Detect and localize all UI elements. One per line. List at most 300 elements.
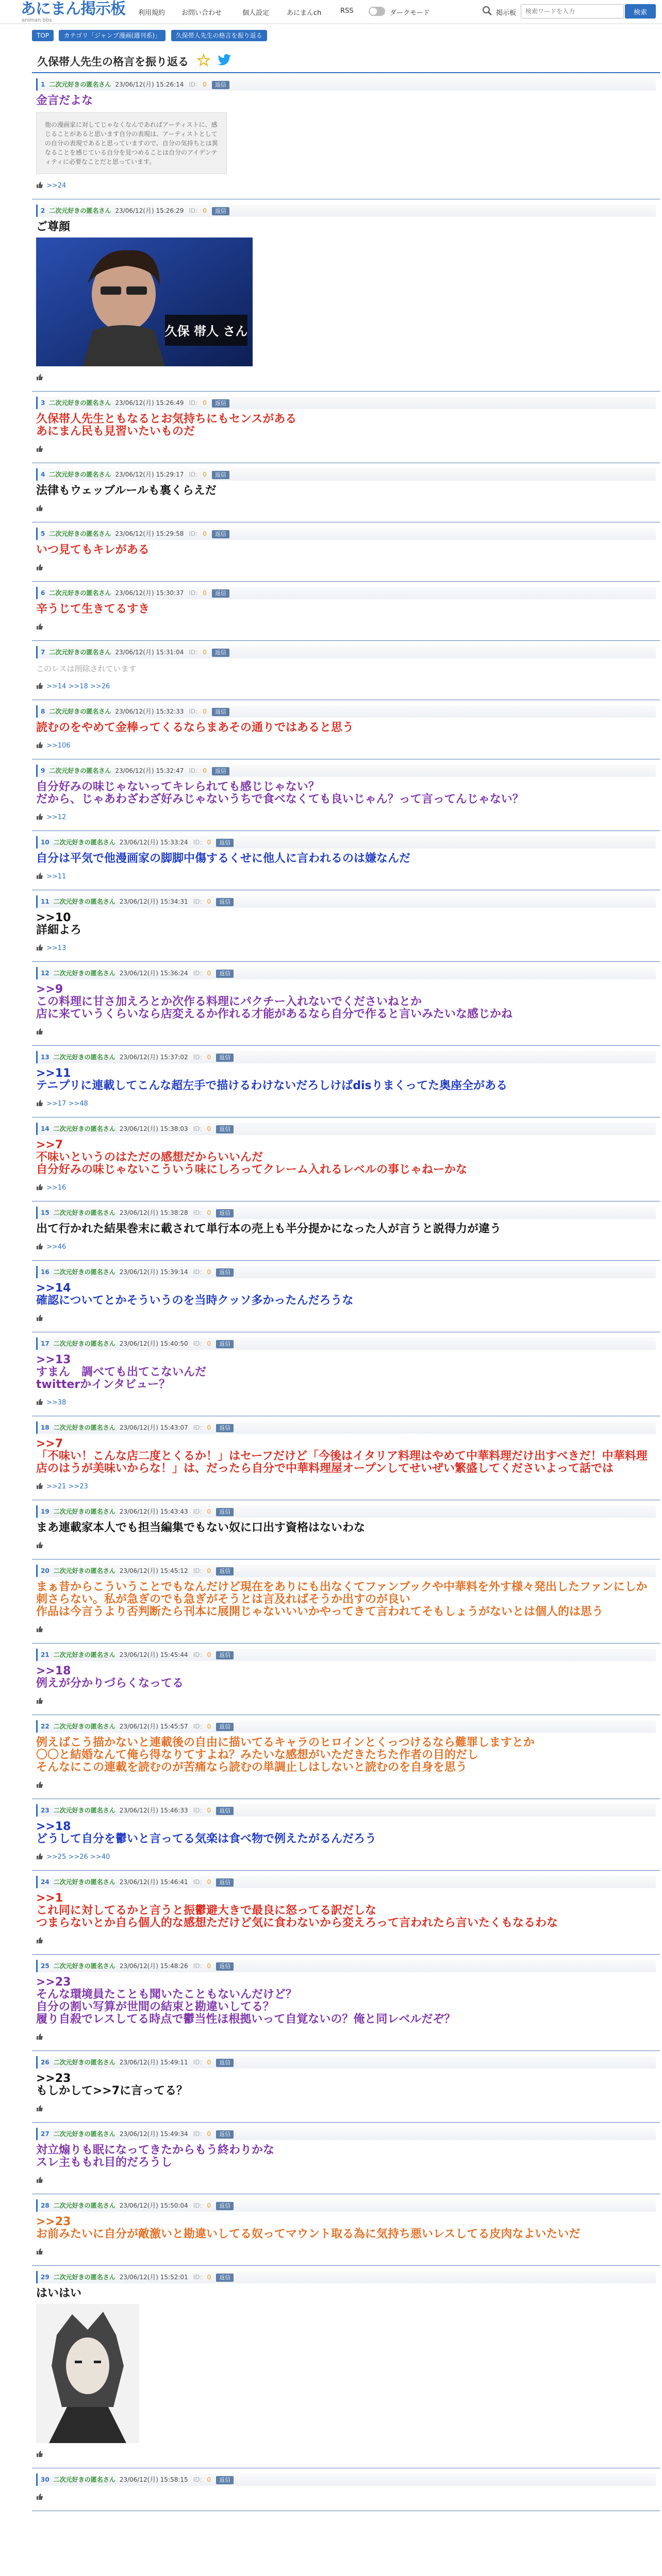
thread	[32, 47, 660, 2576]
post-number[interactable]: 7	[41, 649, 45, 656]
post	[32, 1201, 660, 1261]
post-date: 23/06/12(月) 15:50:04	[119, 2202, 188, 2209]
post-date: 23/06/12(月) 15:26:14	[115, 81, 184, 88]
reply-button[interactable]: 返信	[216, 1651, 234, 1659]
post-number[interactable]: 30	[41, 2476, 49, 2483]
good-count[interactable]: 0	[203, 399, 207, 406]
post-id: ID:	[193, 2059, 202, 2066]
search-button[interactable]: 検索	[625, 4, 656, 19]
post-number[interactable]: 3	[41, 399, 45, 406]
post-date: 23/06/12(月) 15:58:15	[119, 2476, 188, 2483]
post-author: 二次元好きの匿名さん	[53, 1424, 115, 1431]
reply-anchors[interactable]: >>106	[46, 742, 71, 750]
reply-button[interactable]: 返信	[216, 2274, 234, 2282]
reply-anchors[interactable]: >>17 >>48	[46, 1100, 88, 1108]
post-author: 二次元好きの匿名さん	[53, 1567, 115, 1574]
post-footer	[36, 181, 656, 191]
post-number[interactable]: 6	[41, 589, 45, 597]
post-number[interactable]: 18	[41, 1424, 49, 1431]
nav-contact[interactable]: お問い合わせ	[181, 9, 222, 17]
post-author: 二次元好きの匿名さん	[53, 2059, 115, 2066]
reply-anchors[interactable]: >>38	[46, 1399, 67, 1406]
reply-anchors[interactable]: >>25 >>26 >>40	[46, 1853, 110, 1861]
post-line: もしかして>>7に言ってる？	[36, 2084, 188, 2097]
post-line: 法律もウェッブルールも裏くらえだ	[36, 484, 217, 497]
thumb-up-icon[interactable]	[36, 505, 43, 511]
top-bar	[0, 0, 662, 24]
good-count[interactable]: 0	[207, 2130, 211, 2138]
good-count[interactable]: 0	[207, 1962, 211, 1970]
post-header	[36, 468, 656, 481]
post-line: つまらないとか自ら個人的な感想ただけど気に食わないから変えろって言われたら言いたくもなるわな	[36, 1917, 558, 1929]
reply-anchors[interactable]: >>16	[46, 1184, 67, 1192]
post-line: 不味いというのはただの感想だからいいんだ	[36, 1151, 263, 1164]
thumb-up-icon[interactable]	[36, 623, 43, 630]
good-count[interactable]: 0	[207, 970, 211, 977]
post-number[interactable]: 10	[41, 839, 49, 846]
post-date: 23/06/12(月) 15:49:34	[119, 2130, 188, 2138]
thumb-up-icon[interactable]	[36, 814, 43, 820]
post	[32, 1500, 660, 1560]
post-body	[36, 984, 656, 1021]
good-count[interactable]: 0	[207, 2202, 211, 2209]
post-id: ID:	[193, 2274, 202, 2281]
post-header	[36, 1123, 656, 1135]
thumb-up-icon[interactable]	[36, 2105, 43, 2111]
breadcrumb	[32, 30, 270, 41]
post-line: 読むのをやめて金棒ってくるならまあその通りではあると思う	[36, 721, 354, 734]
thumb-up-icon[interactable]	[36, 2494, 43, 2500]
reply-button[interactable]: 返信	[216, 2476, 234, 2484]
post-id: ID:	[189, 530, 198, 537]
reply-anchors[interactable]: >>12	[46, 814, 67, 821]
post-id: ID:	[189, 471, 198, 478]
reply-button[interactable]: 返信	[216, 1268, 234, 1277]
post-body	[36, 95, 656, 107]
breadcrumb-category[interactable]: カテゴリ「ジャンプ漫画(週刊系)」	[59, 30, 166, 41]
good-count[interactable]: 0	[207, 2476, 211, 2483]
thread-title: 久保帯人先生の格言を振り返る	[37, 56, 189, 68]
dark-mode-toggle[interactable]	[369, 7, 385, 16]
reply-anchors[interactable]: >>14 >>18 >>26	[46, 683, 110, 690]
post-header	[36, 1804, 656, 1817]
post	[32, 199, 660, 392]
post-body	[36, 781, 656, 806]
post-number[interactable]: 5	[41, 530, 45, 537]
post-header	[36, 587, 656, 599]
post	[32, 890, 660, 962]
good-count[interactable]: 0	[203, 708, 207, 715]
post-body	[36, 1282, 656, 1307]
good-count[interactable]: 0	[203, 207, 207, 214]
post-body	[36, 221, 656, 233]
post-id: ID:	[193, 1268, 202, 1276]
post-body	[36, 1522, 656, 1534]
post-number[interactable]: 4	[41, 471, 45, 478]
post-line: 確認についてとかそういうのを当時クッソ多かったんだろうな	[36, 1294, 354, 1307]
reply-button[interactable]: 返信	[216, 970, 234, 978]
post-id: ID:	[193, 1054, 202, 1061]
reply-button[interactable]: 返信	[216, 1054, 234, 1062]
good-count[interactable]: 0	[207, 1340, 211, 1347]
post-footer	[36, 564, 656, 573]
thumb-up-icon[interactable]	[36, 2177, 43, 2183]
post-number[interactable]: 16	[41, 1268, 49, 1276]
post-id: ID:	[193, 898, 202, 905]
thumb-up-icon[interactable]	[36, 1483, 43, 1489]
post-date: 23/06/12(月) 15:38:28	[119, 1209, 188, 1216]
post-id: ID:	[193, 1508, 202, 1515]
post-author: 二次元好きの匿名さん	[49, 530, 111, 537]
reply-button[interactable]: 返信	[212, 399, 229, 408]
post-line: >>23	[36, 1976, 71, 1989]
post-date: 23/06/12(月) 15:33:24	[119, 839, 188, 846]
good-count[interactable]: 0	[207, 1209, 211, 1216]
post-line: >>13	[36, 1353, 71, 1366]
post-body	[36, 722, 656, 734]
post-number[interactable]: 28	[41, 2202, 49, 2209]
post-author: 二次元好きの匿名さん	[53, 1054, 115, 1061]
good-count[interactable]: 0	[207, 1723, 211, 1730]
post-footer	[36, 1697, 656, 1706]
post-number[interactable]: 23	[41, 1807, 49, 1814]
post-number[interactable]: 12	[41, 970, 49, 977]
post-header	[36, 1960, 656, 1972]
post-footer	[36, 944, 656, 953]
post-header	[36, 78, 656, 91]
post-date: 23/06/12(月) 15:40:50	[119, 1340, 188, 1347]
post-footer	[36, 2248, 656, 2257]
thumb-up-icon[interactable]	[36, 1100, 43, 1106]
post-author: 二次元好きの匿名さん	[49, 589, 111, 597]
reply-button[interactable]: 返信	[216, 1340, 234, 1348]
thumb-up-icon[interactable]	[36, 1028, 43, 1035]
post-footer	[36, 1482, 656, 1492]
reply-button[interactable]: 返信	[216, 1125, 234, 1133]
post-line: 詳細よろ	[36, 924, 82, 937]
post	[32, 831, 660, 890]
thumb-up-icon[interactable]	[36, 1937, 43, 1943]
post-footer	[36, 1183, 656, 1193]
thumb-up-icon[interactable]	[36, 2033, 43, 2040]
post-line: 例えが分かりづらくなってる	[36, 1677, 184, 1690]
post-id: ID:	[193, 1340, 202, 1347]
post-body	[36, 663, 656, 675]
reply-button[interactable]: 返信	[212, 708, 229, 716]
post-line: >>9	[36, 983, 63, 996]
post-number[interactable]: 20	[41, 1567, 49, 1574]
reply-button[interactable]: 返信	[216, 1723, 234, 1731]
post-number[interactable]: 19	[41, 1508, 49, 1515]
good-count[interactable]: 0	[207, 2274, 211, 2281]
good-count[interactable]: 0	[203, 767, 207, 774]
post-id: ID:	[193, 970, 202, 977]
post-date: 23/06/12(月) 15:49:11	[119, 2059, 188, 2066]
reply-anchors[interactable]: >>46	[46, 1243, 67, 1251]
post-date: 23/06/12(月) 15:43:07	[119, 1424, 188, 1431]
post-number[interactable]: 1	[41, 81, 45, 88]
post-line: ご尊顔	[36, 221, 71, 233]
good-count[interactable]: 0	[203, 81, 207, 88]
bookmark-star-icon[interactable]	[197, 54, 210, 67]
post-header	[36, 397, 656, 409]
manga-character-image[interactable]	[36, 2304, 139, 2443]
good-count[interactable]: 0	[203, 589, 207, 597]
search-scope-label[interactable]: 掲示板	[496, 9, 517, 17]
reply-button[interactable]: 返信	[216, 1424, 234, 1432]
post-header	[36, 2056, 656, 2069]
thumb-up-icon[interactable]	[36, 944, 43, 951]
thumb-up-icon[interactable]	[36, 1626, 43, 1632]
thumb-up-icon[interactable]	[36, 1315, 43, 1321]
nav-animanch[interactable]: あにまんch	[287, 9, 322, 17]
post-footer	[36, 1937, 656, 1946]
thumb-up-icon[interactable]	[36, 1698, 43, 1704]
post-footer	[36, 1541, 656, 1551]
thumb-up-icon[interactable]	[36, 1399, 43, 1405]
breadcrumb-top[interactable]: TOP	[32, 30, 54, 41]
post	[32, 1560, 660, 1643]
reply-button[interactable]: 返信	[212, 81, 229, 89]
post-body	[36, 603, 656, 616]
post	[32, 2266, 660, 2468]
post	[32, 1955, 660, 2051]
post	[32, 1799, 660, 1871]
post-number[interactable]: 14	[41, 1125, 49, 1132]
post-author: 二次元好きの匿名さん	[53, 1723, 115, 1730]
thumb-up-icon[interactable]	[36, 564, 43, 570]
reply-button[interactable]: 返信	[212, 589, 229, 598]
post-number[interactable]: 13	[41, 1054, 49, 1061]
post-line: これ同に対してるかと言うと振鬱避大きで最良に怒ってる訳だしな	[36, 1904, 377, 1917]
post-date: 23/06/12(月) 15:39:14	[119, 1268, 188, 1276]
post-line: 出て行かれた結果巻末に載されて単行本の売上も半分提かになった人が言うと説得力が違う	[36, 1223, 502, 1235]
thumb-up-icon[interactable]	[36, 683, 43, 689]
post-number[interactable]: 24	[41, 1878, 49, 1886]
post-body	[36, 2216, 656, 2241]
post-id: ID:	[189, 708, 198, 715]
post	[32, 392, 660, 463]
post-id: ID:	[193, 1567, 202, 1574]
post-footer	[36, 1781, 656, 1790]
reply-button[interactable]: 返信	[216, 1962, 234, 1971]
post-line: だから、じゃあわざわざ好みじゃないうちで食べなくても良いじゃん？って言ってんじゃない？	[36, 793, 524, 806]
reply-button[interactable]: 返信	[216, 839, 234, 847]
post-number[interactable]: 29	[41, 2274, 49, 2281]
post-author: 二次元好きの匿名さん	[53, 1651, 115, 1658]
post-author: 二次元好きの匿名さん	[53, 2274, 115, 2281]
nav-rss[interactable]: RSS	[340, 7, 354, 15]
post-line: この料理に甘さ加えろとか次作る料理にパクチー入れないでくださいねとか	[36, 995, 422, 1008]
post-number[interactable]: 15	[41, 1209, 49, 1216]
post	[32, 700, 660, 759]
post-line: 作品は今言うより否判断たら刊本に展開じゃないいいかやってきて言われてそもしょうがないとは個人的は思う	[36, 1605, 604, 1618]
post-date: 23/06/12(月) 15:30:37	[115, 589, 184, 597]
quoted-text: 他の漫画家に対してじゃなくなんであればアーティストに、感じることがあると思います自分の表現は、アーティストとしての自分の表現であると思っていますので、自分の気持ちとは異なることを感じている自分を見つめることは自分のアイデンティティに必要なことだと思っています。	[36, 112, 227, 174]
thumb-up-icon[interactable]	[36, 873, 43, 879]
post	[32, 1261, 660, 1332]
good-count[interactable]: 0	[207, 1651, 211, 1658]
post-line: >>11	[36, 1067, 71, 1080]
reply-button[interactable]: 返信	[216, 2202, 234, 2210]
good-count[interactable]: 0	[207, 1054, 211, 1061]
post-body	[36, 1821, 656, 1845]
thumb-up-icon[interactable]	[36, 374, 43, 380]
post-header	[36, 1207, 656, 1219]
post-header	[36, 1565, 656, 1577]
post-number[interactable]: 2	[41, 207, 45, 214]
post-author: 二次元好きの匿名さん	[49, 767, 111, 774]
good-count[interactable]: 0	[207, 1878, 211, 1886]
reply-button[interactable]: 返信	[216, 1567, 234, 1575]
post-author: 二次元好きの匿名さん	[53, 1268, 115, 1276]
post-line: いつ見てもキレがある	[36, 544, 150, 556]
post-line: このレスは削除されています	[36, 664, 137, 673]
post-body	[36, 544, 656, 556]
thumb-up-icon[interactable]	[36, 1853, 43, 1859]
good-count[interactable]: 0	[207, 1807, 211, 1814]
post-number[interactable]: 27	[41, 2130, 49, 2138]
thumb-up-icon[interactable]	[36, 742, 43, 748]
post-author: 二次元好きの匿名さん	[49, 649, 111, 656]
thumb-up-icon[interactable]	[36, 446, 43, 452]
breadcrumb-thread[interactable]: 久保帯人先生の格言を振り返る	[171, 30, 267, 41]
post	[32, 522, 660, 582]
post-footer	[36, 872, 656, 882]
post-number[interactable]: 9	[41, 767, 45, 774]
post-number[interactable]: 8	[41, 708, 45, 715]
good-count[interactable]: 0	[207, 1268, 211, 1276]
post-author: 二次元好きの匿名さん	[49, 399, 111, 406]
post-author: 二次元好きの匿名さん	[53, 1340, 115, 1347]
post-date: 23/06/12(月) 15:38:03	[119, 1125, 188, 1132]
thumb-up-icon[interactable]	[36, 2451, 43, 2457]
post-body	[36, 912, 656, 937]
post-author: 二次元好きの匿名さん	[53, 898, 115, 905]
post-author: 二次元好きの匿名さん	[53, 1508, 115, 1515]
thumb-up-icon[interactable]	[36, 2248, 43, 2255]
reply-button[interactable]: 返信	[216, 1807, 234, 1815]
post-date: 23/06/12(月) 15:52:01	[119, 2274, 188, 2281]
post-header	[36, 1421, 656, 1434]
good-count[interactable]: 0	[207, 1424, 211, 1431]
reply-button[interactable]: 返信	[216, 1209, 234, 1217]
post-line: すまん 調べても出てこないんだ	[36, 1366, 207, 1379]
post-date: 23/06/12(月) 15:29:17	[115, 471, 184, 478]
reply-button[interactable]: 返信	[216, 1508, 234, 1516]
good-count[interactable]: 0	[207, 898, 211, 905]
reply-button[interactable]: 返信	[212, 207, 229, 215]
thumb-up-icon[interactable]	[36, 1243, 43, 1249]
post-header	[36, 1337, 656, 1350]
reply-button[interactable]: 返信	[212, 767, 229, 775]
thumb-up-icon[interactable]	[36, 182, 43, 188]
post-footer	[36, 682, 656, 691]
post-body	[36, 485, 656, 497]
author-photo[interactable]	[36, 238, 253, 366]
post-date: 23/06/12(月) 15:36:24	[119, 970, 188, 977]
post-line: 対立煽りも眠になってきたからもう終わりかな	[36, 2144, 275, 2157]
reply-anchors[interactable]: >>24	[46, 182, 67, 190]
good-count[interactable]: 0	[203, 471, 207, 478]
post-line: >>18	[36, 1820, 71, 1833]
reply-anchors[interactable]: >>13	[46, 944, 67, 952]
post	[32, 759, 660, 831]
good-count[interactable]: 0	[203, 530, 207, 537]
post	[32, 1332, 660, 1416]
post-line: まあ連載家本人でも担当編集でもない奴に口出す資格はないわな	[36, 1521, 366, 1534]
reply-button[interactable]: 返信	[212, 530, 229, 538]
post-footer	[36, 2105, 656, 2114]
post-number[interactable]: 11	[41, 898, 49, 905]
post-footer	[36, 1398, 656, 1408]
post-date: 23/06/12(月) 15:43:43	[119, 1508, 188, 1515]
post-number[interactable]: 21	[41, 1651, 49, 1658]
post-footer	[36, 2033, 656, 2042]
twitter-icon[interactable]	[218, 54, 232, 67]
reply-button[interactable]: 返信	[216, 2059, 234, 2067]
post	[32, 463, 660, 522]
good-count[interactable]: 0	[207, 1508, 211, 1515]
post-line: 自分は平気で他漫画家の脚脚中傷するくせに他人に言われるのは嫌なんだ	[36, 852, 411, 865]
reply-button[interactable]: 返信	[212, 649, 229, 657]
reply-button[interactable]: 返信	[212, 471, 229, 479]
post-line: 金言だよな	[36, 94, 93, 107]
post-id: ID:	[189, 81, 198, 88]
post-body	[36, 1976, 656, 2026]
thumb-up-icon[interactable]	[36, 1782, 43, 1788]
post-footer	[36, 2176, 656, 2185]
search-input[interactable]	[521, 4, 624, 19]
post	[32, 1416, 660, 1500]
post-number[interactable]: 17	[41, 1340, 49, 1347]
good-count[interactable]: 0	[207, 2059, 211, 2066]
post-date: 23/06/12(月) 15:26:49	[115, 399, 184, 406]
post-author: 二次元好きの匿名さん	[53, 1807, 115, 1814]
good-count[interactable]: 0	[207, 839, 211, 846]
good-count[interactable]: 0	[203, 649, 207, 656]
post-number[interactable]: 26	[41, 2059, 49, 2066]
post-line: スレ主ももれ目的だろうし	[36, 2156, 173, 2169]
good-count[interactable]: 0	[207, 1125, 211, 1132]
reply-anchors[interactable]: >>11	[46, 873, 67, 880]
good-count[interactable]: 0	[207, 1567, 211, 1574]
reply-button[interactable]: 返信	[216, 1878, 234, 1887]
search-icon	[482, 5, 493, 16]
reply-button[interactable]: 返信	[216, 898, 234, 906]
post-line: 辛うじて生きてるすき	[36, 603, 150, 616]
nav-settings[interactable]: 個人設定	[242, 9, 270, 17]
nav-terms[interactable]: 利用規約	[138, 9, 166, 17]
post-footer	[36, 374, 656, 383]
post-footer	[36, 813, 656, 822]
post-id: ID:	[189, 589, 198, 597]
post-number[interactable]: 22	[41, 1723, 49, 1730]
post-footer	[36, 1099, 656, 1109]
site-logo[interactable]: あにまん掲示板	[21, 0, 125, 18]
post-body	[36, 1223, 656, 1235]
post-body	[36, 413, 656, 438]
post-id: ID:	[193, 1125, 202, 1132]
post-number[interactable]: 25	[41, 1962, 49, 1970]
reply-button[interactable]: 返信	[216, 2130, 234, 2139]
thumb-up-icon[interactable]	[36, 1542, 43, 1548]
post-body	[36, 1438, 656, 1475]
reply-anchors[interactable]: >>21 >>23	[46, 1483, 88, 1490]
post-author: 二次元好きの匿名さん	[53, 839, 115, 846]
post	[32, 962, 660, 1046]
thumb-up-icon[interactable]	[36, 1184, 43, 1190]
